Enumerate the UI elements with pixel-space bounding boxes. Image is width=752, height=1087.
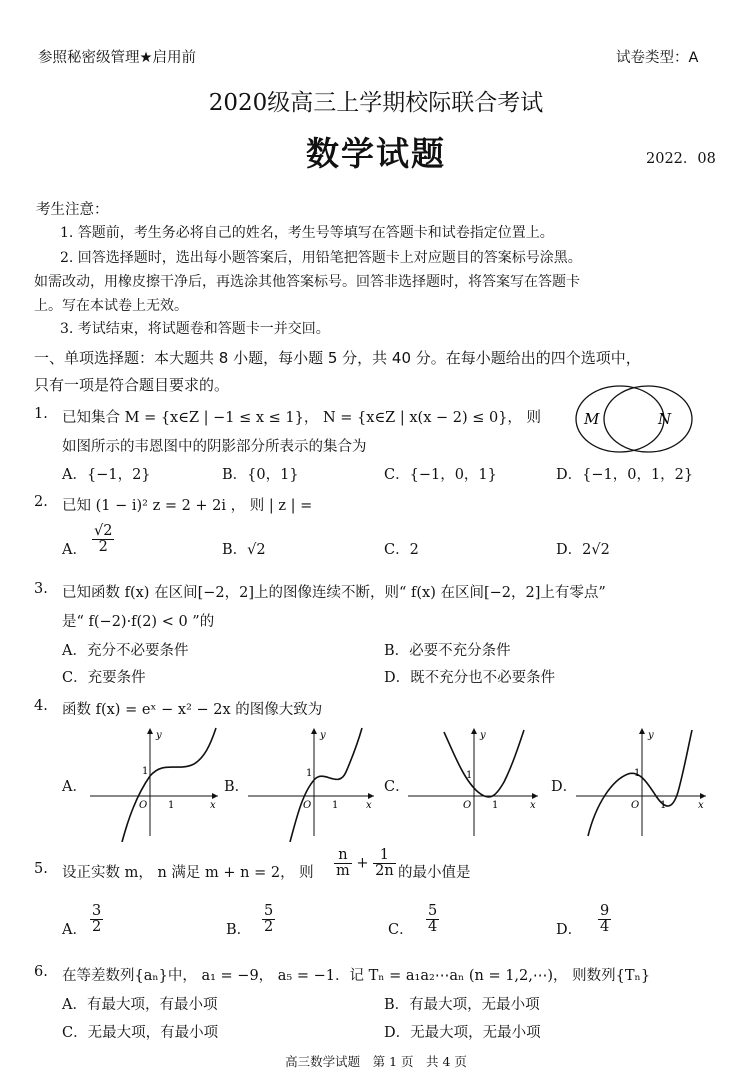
graph-b-one-x: 1 [332, 800, 339, 811]
graph-b-x-label: x [366, 800, 372, 811]
q5-option-a-value[interactable] [90, 904, 103, 935]
graph-d-one-x: 1 [660, 800, 667, 811]
subject-title: 数学试题 [306, 134, 446, 173]
q2-option-d[interactable]: D．2√2 [556, 542, 610, 558]
q5-option-d-den: 4 [600, 919, 610, 936]
notice-line-2a: 2. 回答选择题时，选出每小题答案后，用铅笔把答题卡上对应题目的答案标号涂黑。 [60, 250, 582, 266]
q5-option-b-den: 2 [264, 919, 274, 936]
graph-d-origin: O [631, 800, 640, 811]
q1-option-b[interactable]: B．{0，1} [222, 467, 299, 483]
q2-option-b[interactable]: B．√2 [222, 542, 266, 558]
q5-option-a-label[interactable]: A． [62, 922, 87, 938]
notice-line-1: 1. 答题前，考生务必将自己的姓名，考生号等填写在答题卡和试卷指定位置上。 [60, 225, 554, 241]
graph-d-one-y: 1 [634, 768, 641, 779]
graph-c-x-label: x [530, 800, 536, 811]
q5-option-d-num: 9 [600, 903, 610, 919]
q5-option-b-label[interactable]: B． [226, 922, 252, 938]
q1-number: 1. [34, 406, 48, 422]
notice-line-3: 3. 考试结束，将试题卷和答题卡一并交回。 [60, 321, 330, 337]
paper-type: 试卷类型：A [616, 50, 699, 66]
q2-stem: 已知 (1 − i)² z = 2 + 2i ， 则 | z | = [62, 498, 313, 514]
graph-b-one-y: 1 [306, 768, 313, 779]
venn-label-n: N [658, 410, 672, 428]
q5-option-c-den: 4 [428, 919, 438, 936]
q2-option-a-label[interactable]: A． [62, 542, 87, 558]
section1-line-1: 一、单项选择题：本大题共 8 小题，每小题 5 分，共 40 分。在每小题给出的四个选项中， [34, 349, 641, 367]
notice-line-2b: 如需改动，用橡皮擦干净后，再选涂其他答案标号。回答非选择题时，将答案写在答题卡 [34, 274, 580, 290]
q5-option-d-value[interactable] [598, 904, 611, 935]
q4-graph-a[interactable] [84, 724, 224, 842]
q3-stem-a: 已知函数 f(x) 在区间[−2，2]上的图像连续不断，则“ f(x) 在区间[−2，2]上有零点” [62, 585, 606, 601]
q1-option-d[interactable]: D．{−1，0，1，2} [556, 467, 694, 483]
q6-option-b[interactable]: B．有最大项，无最小项 [384, 997, 540, 1013]
q3-option-c[interactable]: C．充要条件 [62, 670, 146, 686]
q5-option-a-num: 3 [92, 903, 102, 919]
q2-option-a-numerator: √2 [94, 523, 113, 539]
q5-option-c-label[interactable]: C． [388, 922, 414, 938]
q5-option-b-value[interactable] [262, 904, 275, 935]
q4-stem: 函数 f(x) = eˣ − x² − 2x 的图像大致为 [62, 702, 323, 718]
exam-title: 2020级高三上学期校际联合考试 [208, 90, 544, 116]
q4-option-c-label[interactable]: C． [384, 779, 410, 795]
q2-option-c[interactable]: C．2 [384, 542, 419, 558]
graph-b-origin: O [303, 800, 312, 811]
q5-option-d-label[interactable]: D． [556, 922, 583, 938]
venn-label-m: M [584, 410, 600, 428]
q5-plus: + [356, 855, 369, 872]
venn-diagram [574, 383, 694, 465]
graph-c-one-y: 1 [466, 770, 473, 781]
q3-option-d[interactable]: D．既不充分也不必要条件 [384, 670, 556, 686]
graph-c-origin: O [463, 800, 472, 811]
q5-option-c-num: 5 [428, 903, 438, 919]
q5-frac2-num: 1 [373, 848, 396, 864]
q1-option-a[interactable]: A．{−1，2} [62, 467, 151, 483]
graph-c-one-x: 1 [492, 800, 499, 811]
graph-d-x-label: x [698, 800, 704, 811]
graph-b-y-label: y [320, 730, 326, 741]
exam-date: 2022．08 [646, 151, 716, 167]
q6-number: 6. [34, 964, 48, 980]
secrecy-label: 参照秘密级管理★启用前 [38, 50, 196, 66]
graph-a-one-y: 1 [142, 766, 149, 777]
q5-option-a-den: 2 [92, 919, 102, 936]
q4-option-b-label[interactable]: B． [224, 779, 250, 795]
notice-heading: 考生注意： [36, 202, 109, 218]
q6-option-d[interactable]: D．无最大项，无最小项 [384, 1025, 541, 1041]
section1-line-2: 只有一项是符合题目要求的。 [34, 376, 230, 394]
q3-number: 3. [34, 581, 48, 597]
q5-stem-b: 的最小值是 [398, 865, 471, 881]
q6-stem: 在等差数列{aₙ}中， a₁ = −9， a₅ = −1．记 Tₙ = a₁a₂⋯aₙ (n = 1,2,⋯)， 则数列{Tₙ} [62, 968, 651, 984]
notice-line-2c: 上。写在本试卷上无效。 [34, 298, 188, 314]
q5-frac1-num: n [334, 848, 352, 864]
graph-a-x-label: x [210, 800, 216, 811]
q3-stem-b: 是“ f(−2)·f(2) < 0 ”的 [62, 614, 215, 630]
q4-graph-d[interactable] [572, 724, 712, 842]
q4-option-a-label[interactable]: A． [62, 779, 87, 795]
q6-option-a[interactable]: A．有最大项，有最小项 [62, 997, 218, 1013]
q5-frac2-den: 2n [375, 863, 394, 880]
q5-option-c-value[interactable] [426, 904, 439, 935]
q4-graph-b[interactable] [244, 724, 380, 842]
graph-a-y-label: y [156, 730, 162, 741]
q6-option-c[interactable]: C．无最大项，有最小项 [62, 1025, 219, 1041]
q2-option-a-value[interactable] [92, 524, 114, 555]
q5-option-b-num: 5 [264, 903, 274, 919]
graph-a-one-x: 1 [168, 800, 175, 811]
graph-a-origin: O [139, 800, 148, 811]
q4-number: 4. [34, 698, 48, 714]
q3-option-b[interactable]: B．必要不充分条件 [384, 643, 511, 659]
q3-option-a[interactable]: A．充分不必要条件 [62, 643, 189, 659]
q2-option-a-denominator: 2 [98, 539, 108, 556]
q5-expression [334, 848, 396, 879]
q1-option-c[interactable]: C．{−1，0，1} [384, 467, 497, 483]
q1-stem-b: 如图所示的韦恩图中的阴影部分所表示的集合为 [62, 439, 367, 455]
page-footer: 高三数学试题 第 1 页 共 4 页 [285, 1054, 467, 1069]
q5-number: 5. [34, 861, 48, 877]
graph-c-y-label: y [480, 730, 486, 741]
q5-frac1-den: m [336, 863, 350, 880]
q4-option-d-label[interactable]: D． [551, 779, 578, 795]
q1-stem-a: 已知集合 M = {x∈Z | −1 ≤ x ≤ 1}， N = {x∈Z | x(x − 2) ≤ 0}， 则 [62, 410, 542, 426]
q5-stem-a: 设正实数 m， n 满足 m + n = 2， 则 [62, 865, 314, 881]
graph-d-y-label: y [648, 730, 654, 741]
q2-number: 2. [34, 494, 48, 510]
q4-graph-c[interactable] [404, 724, 544, 842]
